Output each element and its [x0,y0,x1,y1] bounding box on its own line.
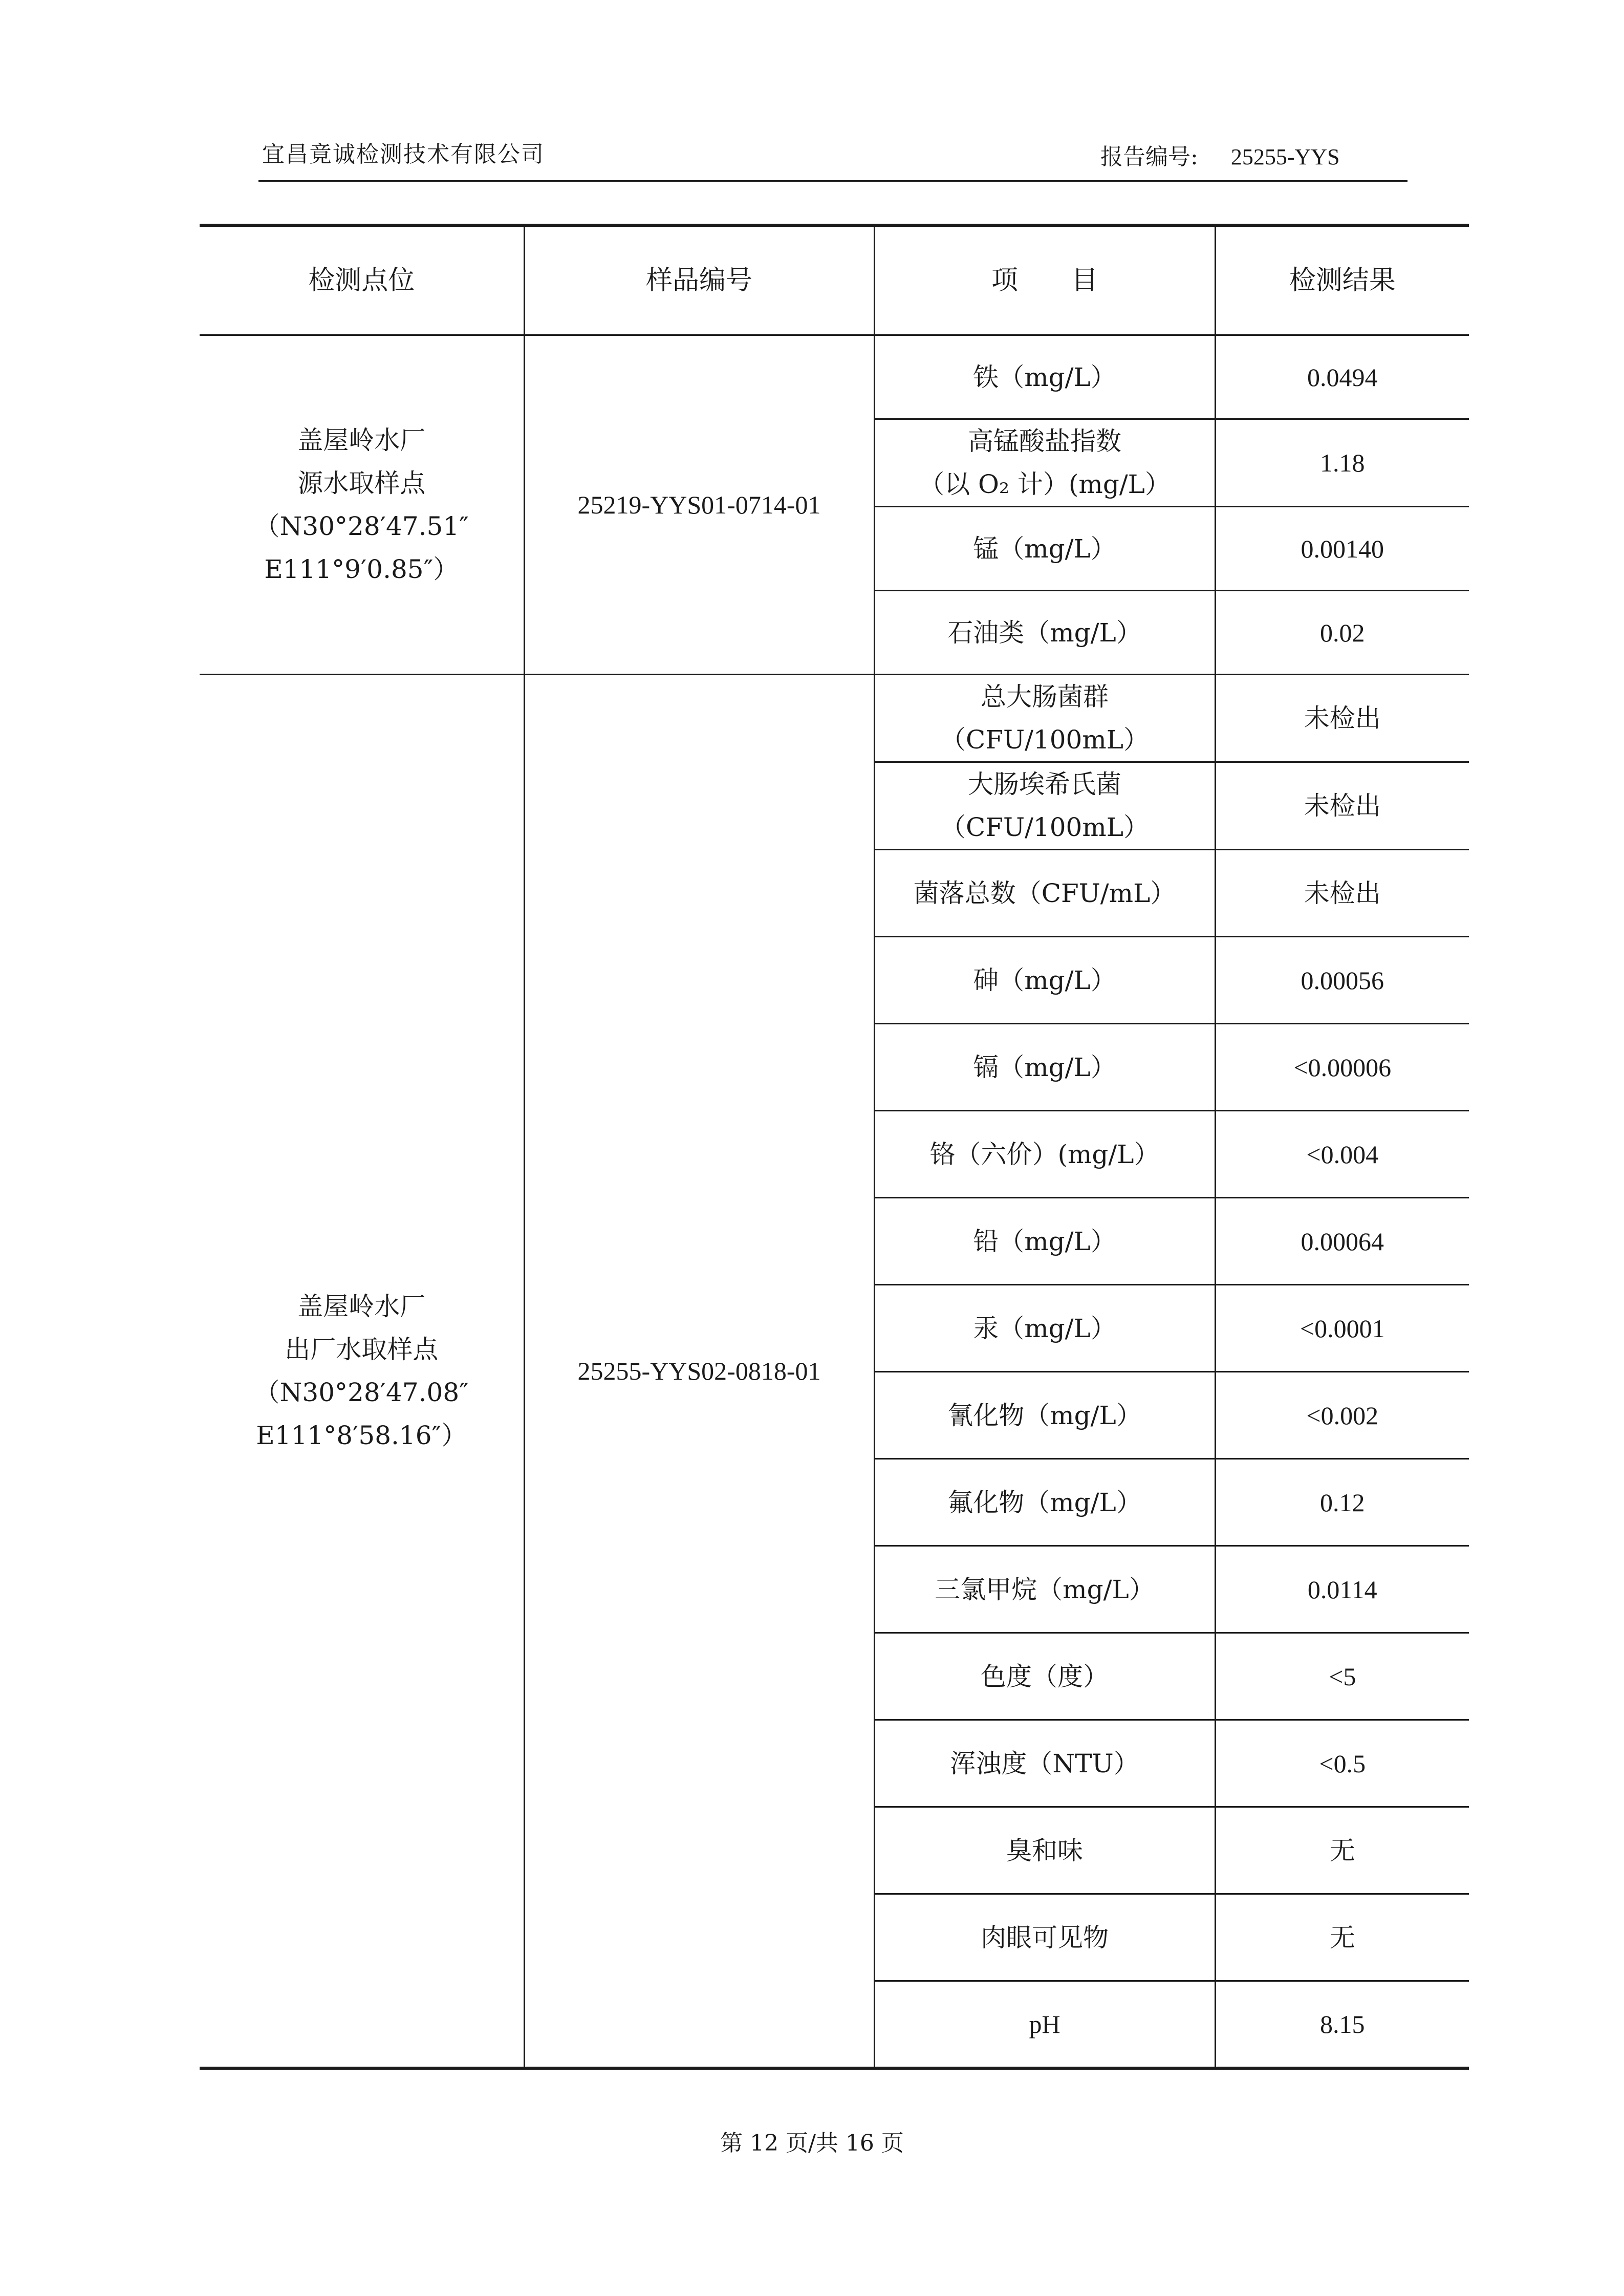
result-cell: <0.002 [1215,1372,1469,1459]
results-table [200,224,1469,2070]
result-cell: <0.00006 [1215,1024,1469,1111]
site-line: E111°9′0.85″） [264,554,459,584]
item-line: 铅（mg/L） [973,1226,1116,1256]
result-cell: <0.0001 [1215,1285,1469,1372]
item-cell [874,1285,1215,1372]
item-cell [874,1807,1215,1894]
item-line: 氟化物（mg/L） [947,1487,1142,1517]
item-cell [874,419,1215,507]
result-cell: 未检出 [1215,850,1469,937]
item-line: 石油类（mg/L） [947,617,1142,648]
table-header-row [200,225,1469,335]
item-line: （CFU/100mL） [940,725,1149,755]
result-cell: 0.0494 [1215,335,1469,419]
item-line: 总大肠菌群 [981,682,1109,712]
header-result: 检测结果 [1215,225,1469,335]
item-cell [874,591,1215,675]
item-line: 大肠埃希氏菌 [968,769,1121,799]
header-site: 检测点位 [200,225,524,335]
item-line: 肉眼可见物 [981,1922,1109,1952]
result-cell: 0.12 [1215,1459,1469,1546]
results-table-container [200,224,1469,2070]
item-cell [874,507,1215,591]
header-item: 项 目 [874,225,1215,335]
item-cell [874,1111,1215,1198]
site-cell [200,675,524,2068]
item-cell [874,335,1215,419]
item-line: 高锰酸盐指数 [968,426,1121,456]
result-cell: <5 [1215,1633,1469,1720]
item-line: （CFU/100mL） [940,812,1149,842]
result-cell: 0.0114 [1215,1546,1469,1633]
result-cell: 0.00056 [1215,937,1469,1024]
item-line: 氰化物（mg/L） [947,1400,1142,1430]
sample-id-cell: 25219-YYS01-0714-01 [524,335,874,675]
header-divider [258,180,1408,182]
item-cell [874,1981,1215,2068]
site-line: 源水取样点 [297,468,426,498]
item-cell [874,1372,1215,1459]
site-line: （N30°28′47.51″ [254,511,469,541]
site-line: 盖屋岭水厂 [297,1291,426,1321]
result-cell: 8.15 [1215,1981,1469,2068]
item-line: 色度（度） [981,1661,1109,1691]
report-number-label: 报告编号: [1100,144,1198,170]
item-line: 三氯甲烷（mg/L） [935,1574,1155,1604]
item-line: 砷（mg/L） [973,965,1116,995]
result-cell: 未检出 [1215,762,1469,850]
company-name: 宜昌竟诚检测技术有限公司 [262,141,545,167]
page-number: 第 12 页/共 16 页 [720,2130,904,2156]
item-cell [874,1720,1215,1807]
table-row [200,335,1469,419]
item-cell [874,1198,1215,1285]
result-cell: 0.02 [1215,591,1469,675]
item-cell [874,675,1215,762]
result-cell: <0.5 [1215,1720,1469,1807]
result-cell: 未检出 [1215,675,1469,762]
item-line: 浑浊度（NTU） [950,1748,1139,1778]
site-line: 出厂水取样点 [285,1334,439,1364]
item-line: （以 O₂ 计）(mg/L） [919,469,1171,499]
result-cell: 0.00064 [1215,1198,1469,1285]
item-line: 铬（六价）(mg/L） [929,1139,1160,1169]
item-line: pH [1029,2009,1060,2038]
sample-id-cell: 25255-YYS02-0818-01 [524,675,874,2068]
item-cell [874,937,1215,1024]
site-line: E111°8′58.16″） [256,1420,467,1450]
item-cell [874,850,1215,937]
item-cell [874,1633,1215,1720]
report-number: 25255-YYS [1230,144,1340,169]
item-line: 菌落总数（CFU/mL） [913,878,1176,908]
item-line: 铁（mg/L） [973,362,1116,392]
item-cell [874,1894,1215,1981]
item-line: 锰（mg/L） [973,533,1116,564]
site-line: 盖屋岭水厂 [297,425,426,455]
table-row [200,675,1469,762]
result-cell: 1.18 [1215,419,1469,507]
report-number-block [1100,138,1340,171]
result-cell: <0.004 [1215,1111,1469,1198]
item-line: 臭和味 [1006,1835,1083,1865]
item-cell [874,762,1215,850]
result-cell: 无 [1215,1807,1469,1894]
item-line: 镉（mg/L） [973,1052,1116,1082]
result-cell: 0.00140 [1215,507,1469,591]
result-cell: 无 [1215,1894,1469,1981]
site-line: （N30°28′47.08″ [254,1377,469,1407]
item-cell [874,1546,1215,1633]
header-sample-id: 样品编号 [524,225,874,335]
item-cell [874,1024,1215,1111]
item-line: 汞（mg/L） [973,1313,1116,1343]
item-cell [874,1459,1215,1546]
site-cell [200,335,524,675]
